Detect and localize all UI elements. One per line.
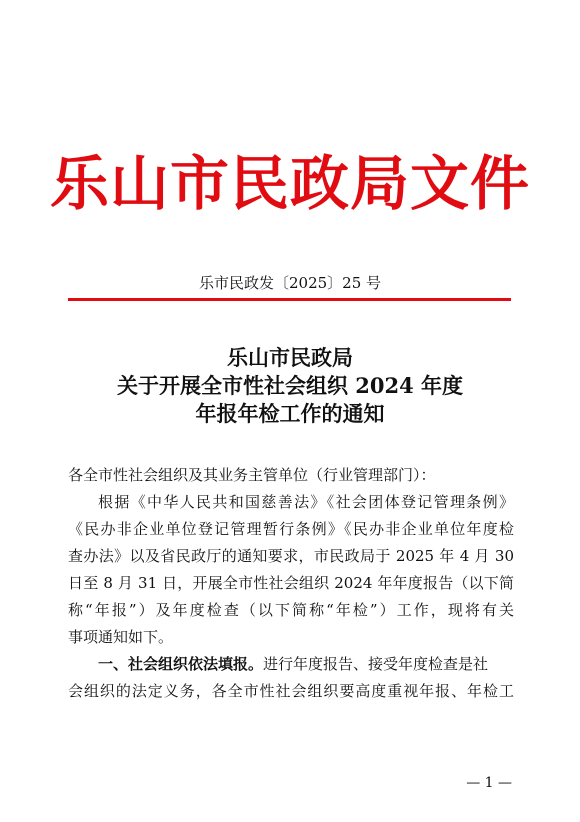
paragraph-1-line-6: 事项通知如下。 bbox=[68, 628, 174, 646]
paragraph-1-line-3: 查办法》以及省民政厅的通知要求，市民政局于 2025 年 4 月 30 bbox=[68, 547, 514, 565]
paragraph-2-line-2: 会组织的法定义务，各全市性社会组织要高度重视年报、年检工 bbox=[68, 682, 514, 700]
paragraph-2-text-1: 进行年度报告、接受年度检查是社 bbox=[263, 655, 489, 673]
paragraph-1-line-4: 日至 8 月 31 日，开展全市性社会组织 2024 年年度报告（以下简 bbox=[68, 574, 514, 592]
paragraph-1-line-1: 根据《中华人民共和国慈善法》《社会团体登记管理条例》 bbox=[98, 493, 514, 511]
document-number: 乐市民政发〔2025〕25 号 bbox=[198, 274, 382, 292]
paragraph-1-line-5: 称“年报”）及年度检查（以下简称“年检”）工作，现将有关 bbox=[68, 601, 514, 619]
notice-title bbox=[0, 344, 580, 428]
red-divider-line bbox=[68, 298, 511, 301]
salutation: 各全市性社会组织及其业务主管单位（行业管理部门）： bbox=[68, 466, 436, 484]
paragraph-2-line-1 bbox=[68, 651, 514, 678]
section-heading-1: 一、社会组织依法填报。 bbox=[98, 655, 264, 673]
paragraph-1-line-2: 《民办非企业单位登记管理暂行条例》《民办非企业单位年度检 bbox=[68, 520, 514, 538]
document-header-title: 乐山市民政局文件 bbox=[49, 149, 530, 218]
notice-title-line-1: 乐山市民政局 bbox=[227, 345, 353, 370]
document-body bbox=[68, 462, 514, 705]
notice-title-line-3: 年报年检工作的通知 bbox=[195, 401, 385, 426]
notice-title-line-2: 关于开展全市性社会组织 2024 年度 bbox=[116, 373, 464, 398]
page-number: — 1 — bbox=[466, 775, 512, 791]
